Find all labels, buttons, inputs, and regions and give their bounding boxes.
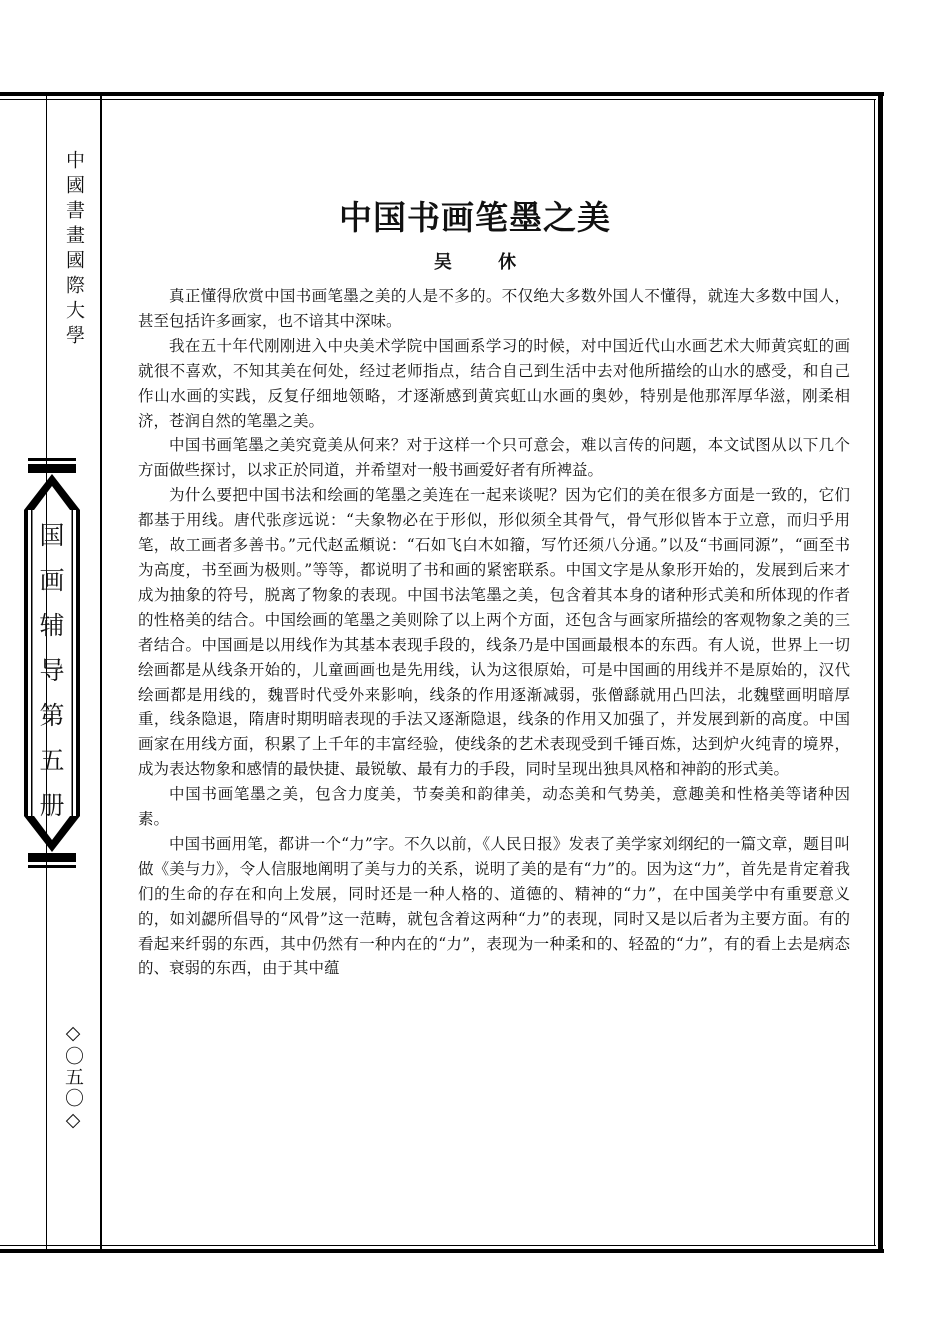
volume-title: 国画辅导第五册 xyxy=(36,522,65,837)
frame-inner-bottom-rule xyxy=(0,1245,876,1246)
frame-bottom-rule xyxy=(0,1249,884,1253)
paragraph: 为什么要把中国书法和绘画的笔墨之美连在一起来谈呢？因为它们的美在很多方面是一致的，它们都基于用线。唐代张彦远说：“夫象物必在于形似，形似须全其骨气，骨气形似皆本于立意，而归乎用笔，故工画者多善书。”元代赵孟頫说：“石如飞白木如籀，写竹还须八分通。”以及“书画同源”，“画至书为高度，书至画为极则。”等等，都说明了书和画的紧密联系。中国文字是从象形开始的，发展到后来才成为抽象的符号，脱离了物象的表现。中国书法笔墨之美，包含着其本身的诸种形式美和所体现的作者的性格美的结合。中国绘画的笔墨之美则除了以上两个方面，还包含与画家所描绘的客观物象之美的三者结合。中国画是以用线作为其基本表现手段的，线条乃是中国画最根本的东西。有人说，世界上一切绘画都是从线条开始的，儿童画画也是先用线，认为这很原始，可是中国画的用线并不是原始的，汉代绘画都是用线的，魏晋时代受外来影响，线条的作用逐渐减弱，张僧繇就用凸凹法，北魏壁画明暗厚重，线条隐退，隋唐时期明暗表现的手法又逐渐隐退，线条的作用又加强了，并发展到新的高度。中国画家在用线方面，积累了上千年的丰富经验，使线条的艺术表现受到千锤百炼，达到炉火纯青的境界，成为表达物象和感情的最快捷、最锐敏、最有力的手段，同时呈现出独具风格和神韵的形式美。 xyxy=(138,486,850,779)
paragraph: 中国书画用笔，都讲一个“力”字。不久以前，《人民日报》发表了美学家刘纲纪的一篇文章，题目叫做《美与力》，令人信服地阐明了美与力的关系，说明了美的是有“力”的。因为这“力”，首先是肯定着我们的生命的存在和向上发展，同时还是一种人格的、道德的、精神的“力”，在中国美学中有重要意义的，如刘勰所倡导的“风骨”这一范畴，就包含着这两种“力”的表现，同时又是以后者为主要方面。有的看起来纤弱的东西，其中仍然有一种内在的“力”，表现为一种柔和的、轻盈的“力”，有的看上去是病态的、衰弱的东西，由于其中蕴 xyxy=(138,834,850,978)
frame-inner-top-rule xyxy=(0,99,876,100)
paragraph: 中国书画笔墨之美，包含力度美，节奏美和韵律美，动态美和气势美，意趣美和性格美等诸种因素。 xyxy=(138,785,850,829)
paragraph: 我在五十年代刚刚进入中央美术学院中国画系学习的时候，对中国近代山水画艺术大师黄宾虹的画就很不喜欢，不知其美在何处，经过老师指点，结合自己到生活中去对他所描绘的山水的感受，和自己作山水画的实践，反复仔细地领略，才逐渐感到黄宾虹山水画的奥妙，特别是他那浑厚华滋，刚柔相济，苍润自然的笔墨之美。 xyxy=(138,336,850,430)
series-title: 中國書畫國際大學 xyxy=(63,150,85,350)
article-title: 中国书画笔墨之美 xyxy=(339,198,611,237)
paragraph: 中国书画笔墨之美究竟美从何来？对于这样一个只可意会，难以言传的问题，本文试图从以下几个方面做些探讨，以求正於同道，并希望对一般书画爱好者有所裨益。 xyxy=(138,436,850,480)
page-number: ◇〇五〇◇ xyxy=(62,1022,84,1133)
frame-top-rule xyxy=(0,92,884,96)
article-author: 吴 休 xyxy=(433,252,537,273)
paragraph: 真正懂得欣赏中国书画笔墨之美的人是不多的。不仅绝大多数外国人不懂得，就连大多数中国人，甚至包括许多画家，也不谙其中深味。 xyxy=(138,287,850,330)
article-body xyxy=(138,284,850,981)
